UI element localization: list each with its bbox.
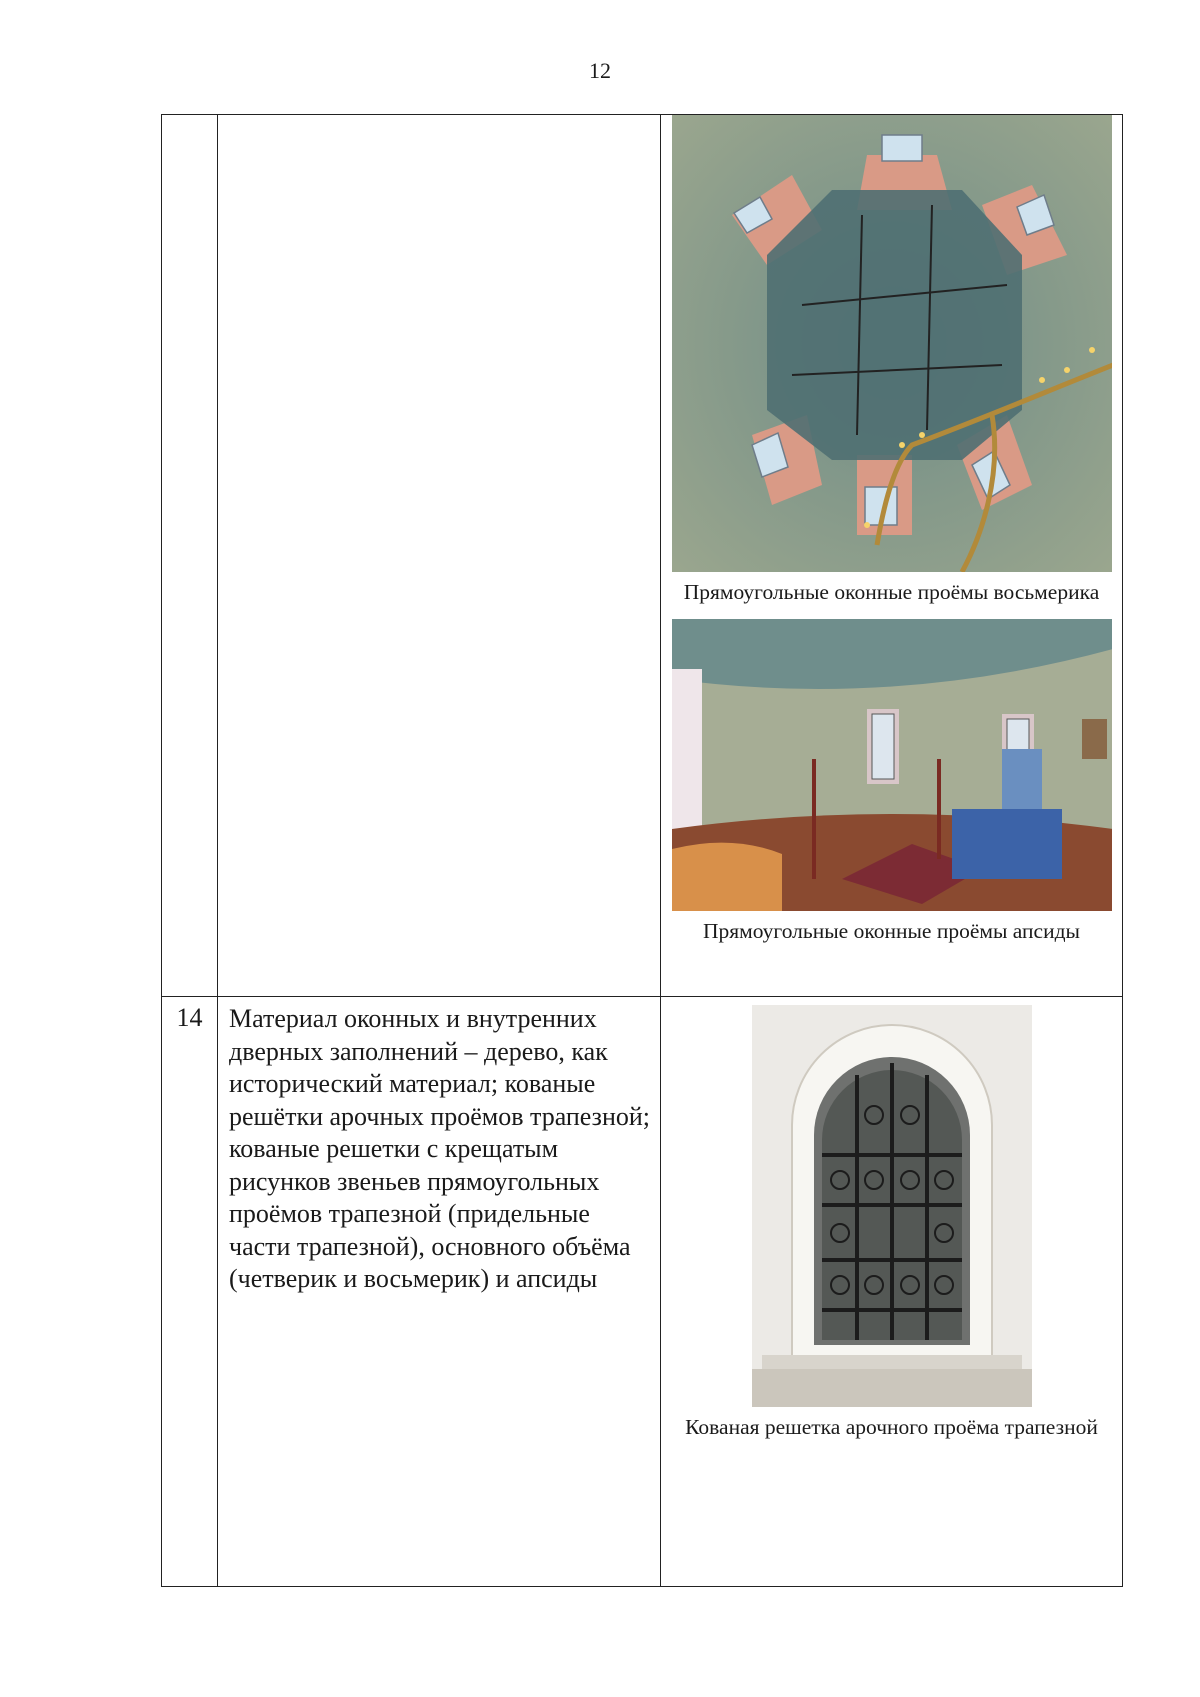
requirements-table <box>161 114 1123 1587</box>
row-number <box>162 115 218 997</box>
figure-caption: Кованая решетка арочного проёма трапезной <box>685 1415 1098 1439</box>
arched-window-grille-photo <box>752 1005 1032 1407</box>
row-description <box>218 115 661 997</box>
apse-interior-photo <box>672 619 1112 911</box>
row-description: Материал оконных и внутренних дверных заполнений – дерево, как исторический материал; кованые решётки арочных проёмов трапезной; кованые решетки с крещатым рисунков звеньев прямоугольных проёмов трапезной (придельные части трапезной), основного объёма (четверик и восьмерик) и апсиды <box>218 997 661 1587</box>
photo-cell <box>661 997 1123 1587</box>
page-number: 12 <box>589 58 611 83</box>
figure-caption: Прямоугольные оконные проёмы восьмерика <box>683 580 1100 604</box>
table-row <box>162 997 1123 1587</box>
row-number: 14 <box>162 997 218 1587</box>
photo-cell <box>661 115 1123 997</box>
table-row <box>162 115 1123 997</box>
octagon-dome-windows-photo <box>672 115 1112 572</box>
figure-caption: Прямоугольные оконные проёмы апсиды <box>702 919 1080 943</box>
